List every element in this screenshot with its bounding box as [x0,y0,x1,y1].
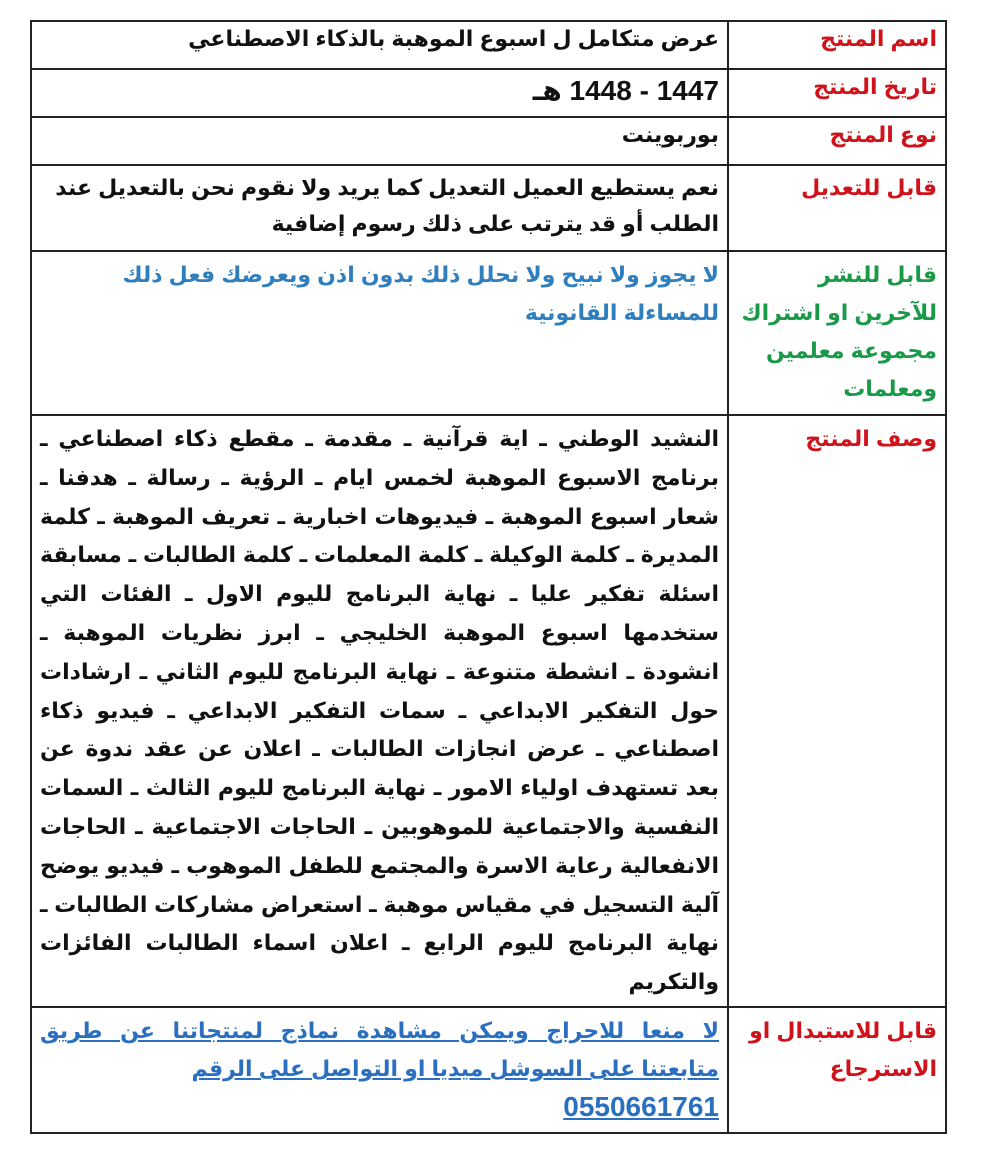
value-description [31,415,728,1007]
label-sharing: قابل للنشر للآخرين او اشتراك مجموعة معلمين ومعلمات [728,251,946,415]
row-description [31,415,946,1007]
phone-number-link[interactable]: 0550661761 [563,1091,719,1122]
row-sharing [31,251,946,415]
description-line: المديرة ـ كلمة الوكيلة ـ كلمة المعلمات ـ كلمة الطالبات ـ مسابقة [40,542,719,568]
label-product-name: اسم المنتج [728,21,946,69]
label-product-date: تاريخ المنتج [728,69,946,117]
description-line: النشيد الوطني ـ اية قرآنية ـ مقدمة ـ مقطع ذكاء اصطناعي ـ [40,426,719,451]
description-line: انشودة ـ انشطة متنوعة ـ نهاية البرنامج لليوم الثاني ـ ارشادات [40,658,720,684]
return-policy-line[interactable]: لا منعا للاحراج ويمكن مشاهدة نماذج لمنتجاتنا عن طريق [40,1018,719,1043]
value-product-date: 1447 - 1448 هـ [31,69,728,117]
value-return-policy [31,1007,728,1133]
value-editable: نعم يستطيع العميل التعديل كما يريد ولا نقوم نحن بالتعديل عند الطلب أو قد يترتب على ذلك رسوم إضافية [31,165,728,251]
description-line: برنامج الاسبوع الموهبة لخمس ايام ـ الرؤية ـ رسالة ـ هدفنا ـ [40,464,719,490]
product-info-table [30,20,947,1134]
description-line: شعار اسبوع الموهبة ـ فيديوهات اخبارية ـ تعريف الموهبة ـ كلمة [40,503,719,529]
description-line: حول التفكير الابداعي ـ سمات التفكير الابداعي ـ فيديو ذكاء [40,697,719,723]
return-policy-line[interactable]: متابعتنا على السوشل ميديا او التواصل على الرقم [191,1056,719,1081]
value-sharing: لا يجوز ولا نبيح ولا نحلل ذلك بدون اذن ويعرضك فعل ذلك للمساءلة القانونية [31,251,728,415]
row-editable [31,165,946,251]
description-line: نهاية البرنامج لليوم الرابع ـ اعلان اسماء الطالبات الفائزات [40,930,719,956]
description-line: بعد تستهدف اولياء الامور ـ نهاية البرنامج لليوم الثالث ـ السمات [40,775,719,801]
label-editable: قابل للتعديل [728,165,946,251]
row-product-type [31,117,946,165]
description-line: آلية التسجيل في مقياس موهبة ـ استعراض مشاركات الطالبات ـ [40,891,719,917]
row-return-policy [31,1007,946,1133]
row-product-name [31,21,946,69]
description-line: ستخدمها اسبوع الموهبة الخليجي ـ ابرز نظريات الموهبة ـ [40,619,719,645]
label-return-policy: قابل للاستبدال او الاسترجاع [728,1007,946,1133]
description-line: الانفعالية رعاية الاسرة والمجتمع للطفل الموهوب ـ فيديو يوضح [40,852,719,878]
value-product-name: عرض متكامل ل اسبوع الموهبة بالذكاء الاصطناعي [31,21,728,69]
label-product-type: نوع المنتج [728,117,946,165]
description-line: اسئلة تفكير عليا ـ نهاية البرنامج لليوم الاول ـ الفئات التي [40,581,719,607]
description-line: النفسية والاجتماعية للموهوبين ـ الحاجات الاجتماعية ـ الحاجات [40,813,719,839]
label-description: وصف المنتج [728,415,946,1007]
value-product-type: بوربوينت [31,117,728,165]
description-line: والتكريم [628,969,719,995]
description-line: اصطناعي ـ عرض انجازات الطالبات ـ اعلان عن عقد ندوة عن [40,736,719,762]
row-product-date [31,69,946,117]
